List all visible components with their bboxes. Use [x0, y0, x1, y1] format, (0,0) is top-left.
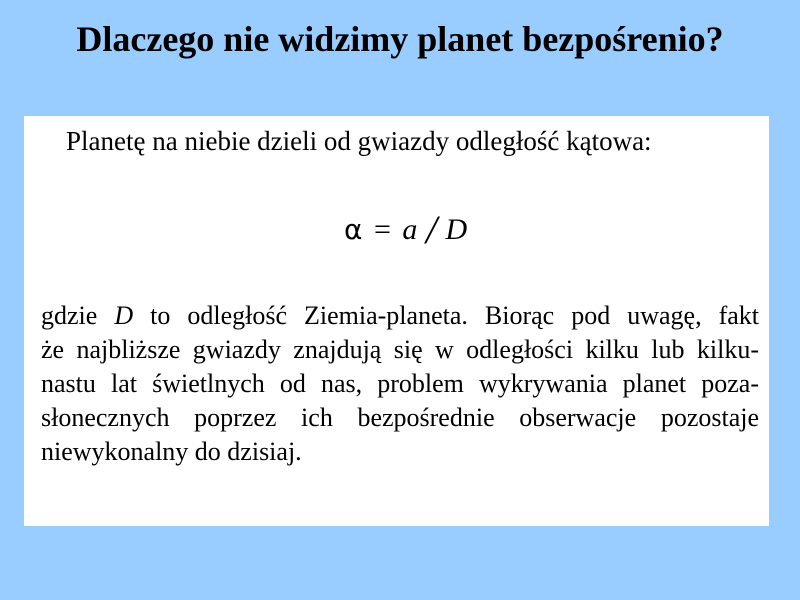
- content-panel: [24, 116, 769, 526]
- paragraph-line-5: niewykonalny do dzisiaj.: [41, 437, 302, 466]
- formula-numerator: a: [402, 213, 418, 246]
- line1-rest: to odległość Ziemia-planeta. Biorąc pod uwagę, fakt: [133, 301, 760, 330]
- intro-text: Planetę na niebie dzieli od gwiazdy odległość kątowa:: [66, 126, 652, 156]
- line1-variable: D: [114, 301, 134, 330]
- angular-distance-formula: [344, 202, 468, 252]
- body-paragraph: [41, 299, 759, 469]
- formula-denominator: D: [445, 213, 468, 246]
- formula-slash: /: [425, 207, 438, 252]
- paragraph-line-4: słonecznych poprzez ich bezpośrednie obserwacje pozostaje: [41, 403, 759, 432]
- line1-prefix: gdzie: [41, 301, 115, 330]
- paragraph-line-1: [41, 299, 759, 333]
- slide-title: Dlaczego nie widzimy planet bezpośrenio?: [76, 19, 724, 59]
- paragraph-line-3: nastu lat świetlnych od nas, problem wykrywania planet poza-: [41, 369, 759, 398]
- formula-alpha: α: [344, 213, 363, 246]
- formula-equals: =: [373, 213, 391, 246]
- paragraph-line-2: że najbliższe gwiazdy znajdują się w odległości kilku lub kilku-: [41, 335, 759, 364]
